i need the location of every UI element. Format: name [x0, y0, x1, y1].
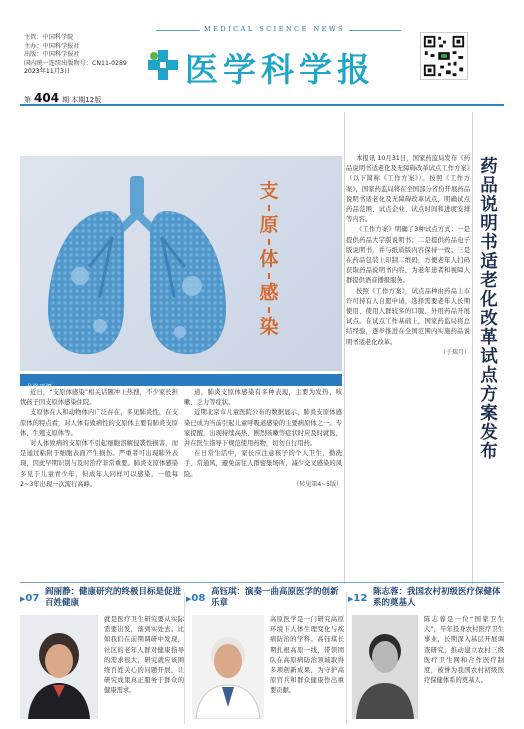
column-divider — [472, 112, 473, 584]
headline-char: 试 — [480, 347, 498, 367]
article-paragraph: 近日，“支原体感染”相关话题冲上热搜，不少家长担忧孩子因支原体感染住院。 — [20, 389, 178, 407]
newspaper-title: 医学科学报 — [185, 50, 375, 89]
issue-number — [24, 91, 101, 105]
english-title: MEDICAL SCIENCE NEWS — [200, 25, 349, 33]
article-paragraph: 道，肺炎支原体感染有多种表现，主要为发热、咳嗽、乏力等症状。 — [184, 389, 342, 407]
section-divider — [20, 582, 504, 583]
teaser-title[interactable]: 陈志蓉：我国农村初级医疗保健体系的奠基人 — [373, 587, 501, 608]
teaser-page-number: ▶08 — [186, 592, 206, 604]
headline-char: 发 — [480, 423, 498, 443]
headline-char: 书 — [480, 233, 498, 253]
lead-article-column-1 — [20, 388, 178, 490]
article-paragraph: 近期北京市儿童医院公布的数据显示，肺炎支原体感染已成为当前引起儿童呼吸道感染的主要病原体之一。专家提醒，出现持续高热、剧烈咳嗽等症状时应及时就医，并在医生指导下规范使用药物，切勿自行用药。 — [184, 409, 342, 448]
teaser-page-07[interactable] — [20, 585, 186, 725]
teaser-title[interactable]: 阎丽静：健康研究的终极目标是促进百姓健康 — [45, 587, 182, 608]
issue-prefix: 第 — [24, 96, 31, 104]
headline-char: 药 — [480, 157, 498, 177]
teaser-page-number: ▶12 — [348, 592, 368, 604]
hero-illustration — [20, 156, 342, 371]
hero-title-char: 原 — [259, 214, 279, 236]
lungs-icon — [20, 156, 342, 371]
hero-title-char: 染 — [259, 316, 279, 338]
info-line: 国内统一连续出版物号：CN11-0289 — [24, 59, 127, 67]
headline-char: 点 — [480, 366, 498, 386]
headline-char: 适 — [480, 252, 498, 272]
hero-title — [257, 178, 281, 340]
qr-code-icon — [420, 32, 468, 80]
portrait-photo — [352, 615, 418, 719]
teaser-divider — [184, 592, 185, 724]
article-paragraph: 在日常生活中，家长应注意孩子的个人卫生，勤洗手、常通风，避免前往人群密集场所，减少交叉感染的风险。 — [184, 450, 342, 478]
arrow-icon: ▶ — [20, 594, 26, 603]
masthead-divider — [20, 104, 504, 106]
info-line: 2023年11月3日 — [24, 68, 71, 76]
headline-char: 布 — [480, 442, 498, 462]
headline-char: 化 — [480, 290, 498, 310]
teaser-page-08[interactable] — [186, 585, 346, 725]
info-line: 主管：中国科学院 — [24, 34, 74, 41]
continued-note: （转见第4~5版） — [293, 480, 342, 488]
hero-title-char: 体 — [259, 248, 279, 270]
info-line: 主办：中国科学报社 — [24, 42, 80, 50]
hero-title-char: 感 — [259, 282, 279, 304]
right-article-body — [346, 154, 470, 358]
article-paragraph: 对人体致病的支原体不引起细胞溶解侵袭性损害，而是通过粘附于细胞表面产生损伤。严重者可出现肺外表现，因此早期识别与及时治疗非常重要。肺炎支原体感染多见于儿童青少年，但成年人同样可以感染，一般每2~3年出现一次流行高峰。 — [20, 440, 178, 488]
portrait-photo — [20, 615, 98, 719]
photo-credit: 龙涤平摄 — [26, 383, 52, 391]
right-article-headline — [474, 158, 504, 462]
teaser-divider — [346, 592, 347, 724]
teaser-header — [348, 585, 501, 611]
medical-cross-logo-icon — [146, 48, 180, 82]
teaser-body: 就是医疗卫生研究要从实际需要出发，落到实处去。比如我们在前期调研中发现，社区的老年人群对健康指导的需求很大，研究就应该围绕百姓关心的问题开展，让研究成果真正服务于群众的健康需求。 — [104, 616, 184, 695]
article-paragraph: 本报讯 10月31日，国家药监局发布《药品说明书适老化及无障碍改革试点工作方案》（以下简称《工作方案》）。按照《工作方案》，国家药监局将在全国部分省份开展药品说明书适老化及无障碍改革试点，明确试点药品范围、试点企业、试点时间和进度安排等内容。 — [346, 155, 470, 224]
teaser-page-12[interactable] — [348, 585, 504, 725]
hero-title-char: 支 — [259, 180, 279, 202]
article-paragraph: 支原体在人和动物体内广泛存在，多见肺炎性，在支原体的特点看，对人体有致病性的支原体主要有肺炎支原体、生殖支原体等。 — [20, 409, 178, 437]
portrait-photo — [192, 615, 264, 719]
teaser-header — [186, 585, 339, 611]
headline-char: 案 — [480, 404, 498, 424]
article-paragraph: 按照《工作方案》，试点品种由药品上市许可持有人自愿申请，选择需要老年人长期使用、使用人群较多的口服、外用药品开展试点。在试点工作基础上，国家药监局将总结经验，逐步推进在全国范围内实施药品说明书适老化改革。 — [346, 287, 470, 346]
article-paragraph: 《工作方案》明确了3种试点方式：一是提供药品大字版说明书；二是提供药品电子版说明书，并与纸质版内容保持一致；三是在药品包装上印制二维码，方便老年人扫码获取药品说明书内容，为老年患者和视障人群提供语音播报服务。 — [346, 226, 470, 285]
headline-char: 改 — [480, 309, 498, 329]
headline-char: 品 — [480, 176, 498, 196]
byline: （于瑞月） — [439, 348, 470, 356]
teaser-header — [20, 585, 183, 611]
headline-char: 老 — [480, 271, 498, 291]
photo-credit-bar — [20, 374, 342, 391]
issue-value: 404 — [34, 91, 60, 105]
arrow-icon: ▶ — [186, 594, 192, 603]
teaser-page-number: ▶07 — [20, 592, 40, 604]
issue-suffix: 期 本期12版 — [62, 96, 102, 104]
teaser-body: 陈志蓉是一位“国家卫生人”，早年投身农村医疗卫生事业，长期深入基层开展调查研究，推动建立农村三级医疗卫生网和合作医疗制度，被誉为我国农村初级医疗保健体系的奠基人。 — [424, 616, 504, 685]
masthead — [0, 0, 524, 112]
teaser-title[interactable]: 高钰琪：演奏一曲高原医学的创新乐章 — [211, 587, 339, 608]
headline-char: 方 — [480, 385, 498, 405]
arrow-icon: ▶ — [348, 594, 354, 603]
headline-char: 革 — [480, 328, 498, 348]
info-line: 出版：中国科学报社 — [24, 51, 80, 59]
lead-article-column-2 — [184, 388, 342, 490]
headline-char: 明 — [480, 214, 498, 234]
column-divider — [344, 112, 345, 584]
publication-info — [24, 34, 127, 77]
teaser-body: 高原医学是一门研究高原环境下人体生理变化与疾病防治的学科。高钰琪长期扎根高原一线，带领团队在高原病防治领域取得多项创新成果，为守护高原官兵和群众健康作出重要贡献。 — [270, 616, 344, 695]
headline-char: 说 — [480, 195, 498, 215]
